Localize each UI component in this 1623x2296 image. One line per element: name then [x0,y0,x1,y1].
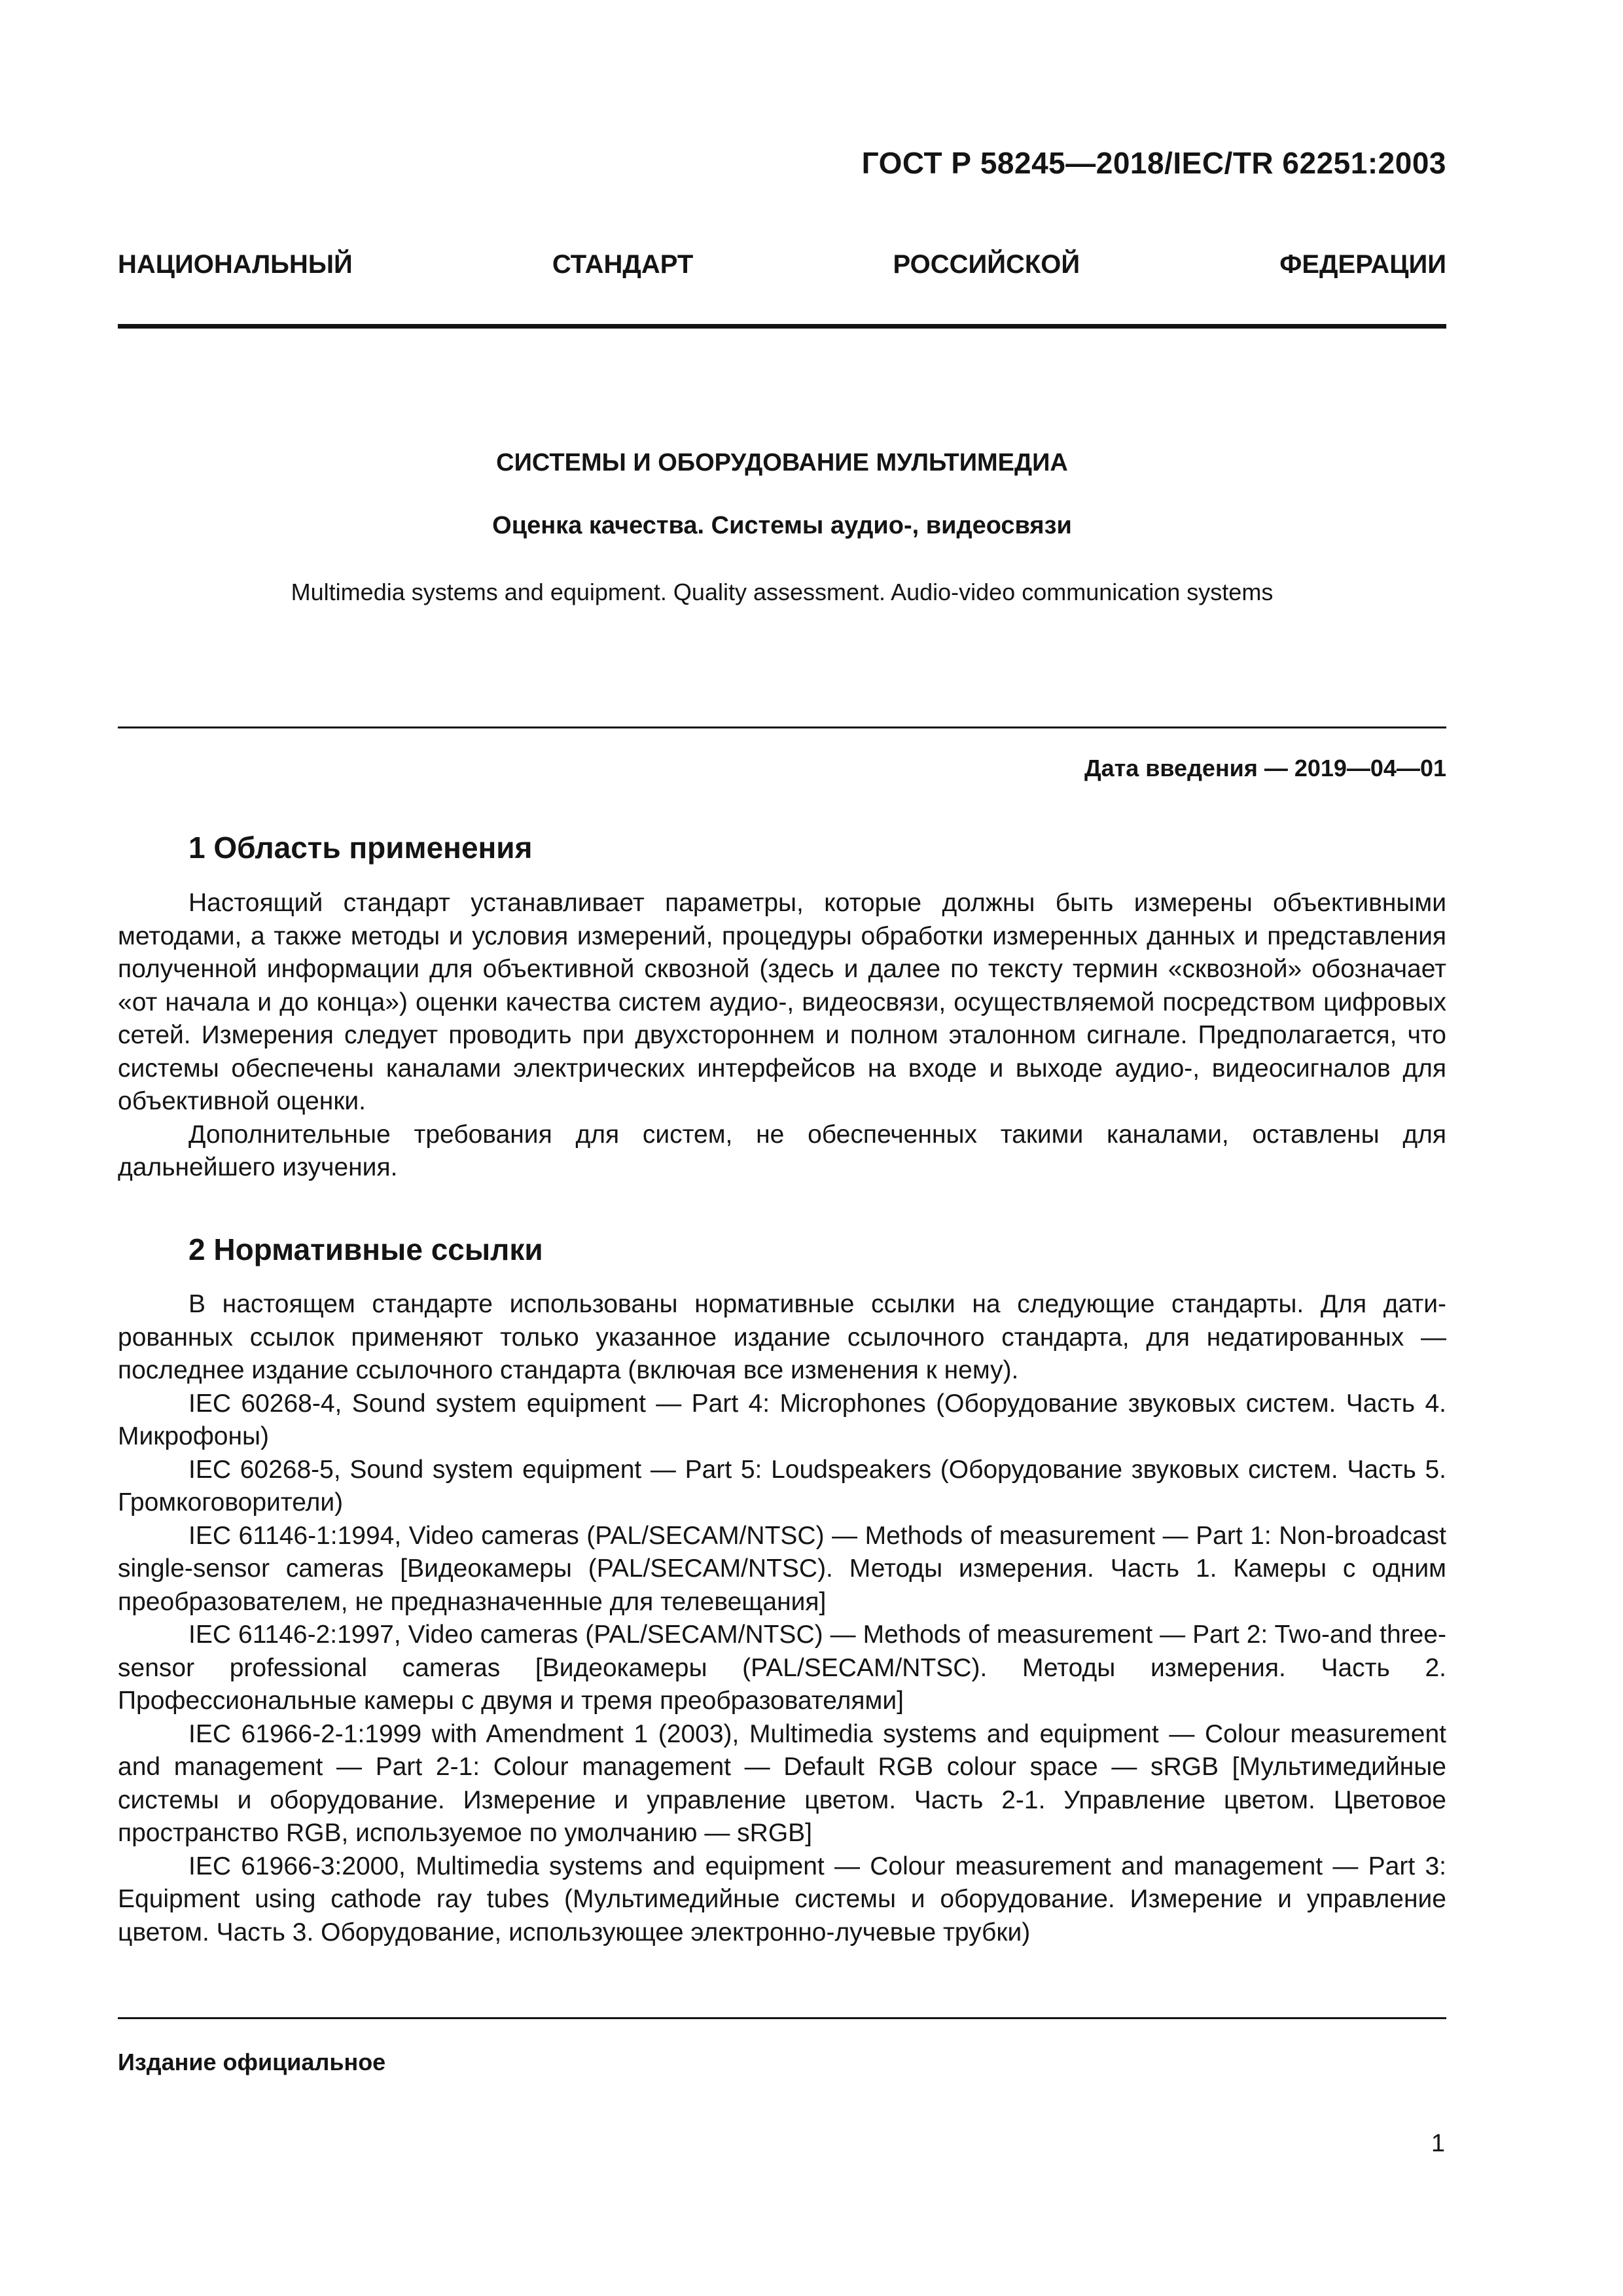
reference-item: IEC 61966-2-1:1999 with Amendment 1 (2003), Multimedia systems and equipment — Colour measurement and management — Part 2-1: Colour management — Default RGB colour space — sRGB [Мультимедийные системы и оборудование. Измерение и управление цветом. Часть 2-1. Управление цветом. Цветовое пространство RGB, используемое по умолчанию — sRGB] [118,1719,1446,1847]
paragraph: Настоящий стандарт устанавливает параметры, которые должны быть измерены объективными методами, а также методы и условия измерений, процедуры обработки измеренных данных и представления полученной информации для объективной сквозной (здесь и далее по тексту термин «сквозной» обозначает «от начала и до конца») оценки качества систем аудио-, видеосвязи, осуществляемой посредством цифровых сетей. Измерения следует проводить при двухстороннем и полном эталонном сигнале. Предполагается, что системы обеспечены каналами электрических интерфейсов на входе и выходе аудио-, видеосигналов для объективной оценки. [118,889,1446,1115]
national-standard-banner [118,250,1446,279]
reference-item: IEC 60268-5, Sound system equipment — Part 5: Loudspeakers (Оборудование звуковых систем. Часть 5. Громкоговорители) [118,1455,1446,1516]
reference-item: IEC 60268-4, Sound system equipment — Part 4: Microphones (Оборудование звуковых систем. Часть 4. Микрофоны) [118,1389,1446,1450]
page-number: 1 [1431,2130,1445,2157]
banner-word: НАЦИОНАЛЬНЫЙ [118,250,353,279]
standard-designation: ГОСТ Р 58245—2018/IEC/TR 62251:2003 [861,146,1446,180]
header-rule [118,324,1446,329]
footer-rule [118,2017,1446,2019]
banner-word: РОССИЙСКОЙ [893,250,1080,279]
introduction-date: Дата введения — 2019—04—01 [1084,755,1446,781]
banner-word: ФЕДЕРАЦИИ [1279,250,1446,279]
title-rule [118,726,1446,728]
section-2-body [118,1288,1446,1949]
reference-item: IEC 61146-1:1994, Video cameras (PAL/SECAM/NTSC) — Methods of measurement — Part 1: Non-broadcast single-sensor cameras [Видеокамеры (PAL/SECAM/NTSC). Методы измерения. Часть 1. Камеры с одним преобразователем, не предназначенные для телевещания] [118,1521,1446,1616]
official-edition-label: Издание официальное [118,2049,386,2075]
english-title: Multimedia systems and equipment. Quality assessment. Audio-video communication systems [291,579,1274,605]
section-2-heading: 2 Нормативные ссылки [188,1232,543,1266]
section-1-body [118,887,1446,1185]
paragraph: В настоящем стандарте использованы нормативные ссылки на следующие стандарты. Для датированных ссылок применяют только указанное издание ссылочного стандарта, для недатированных — последнее издание ссылочного стандарта (включая все изменения к нему). [118,1290,1446,1384]
paragraph: Дополнительные требования для систем, не обеспеченных такими каналами, оставлены для дальнейшего изучения. [118,1120,1446,1181]
reference-item: IEC 61146-2:1997, Video cameras (PAL/SECAM/NTSC) — Methods of measurement — Part 2: Two-and three-sensor professional cameras [Видеокамеры (PAL/SECAM/NTSC). Методы измерения. Часть 2. Профессиональные камеры с двумя и тремя преобразователями] [118,1621,1446,1715]
document-subtitle: Оценка качества. Системы аудио-, видеосвязи [492,512,1072,539]
section-1-heading: 1 Область применения [188,831,533,865]
document-title: СИСТЕМЫ И ОБОРУДОВАНИЕ МУЛЬТИМЕДИА [496,449,1068,476]
reference-item: IEC 61966-3:2000, Multimedia systems and equipment — Colour measurement and management — Part 3: Equipment using cathode ray tubes (Мультимедийные системы и оборудование. Измерение и управление цветом. Часть 3. Оборудование, использующее электронно-лучевые трубки) [118,1852,1446,1946]
banner-word: СТАНДАРТ [552,250,694,279]
